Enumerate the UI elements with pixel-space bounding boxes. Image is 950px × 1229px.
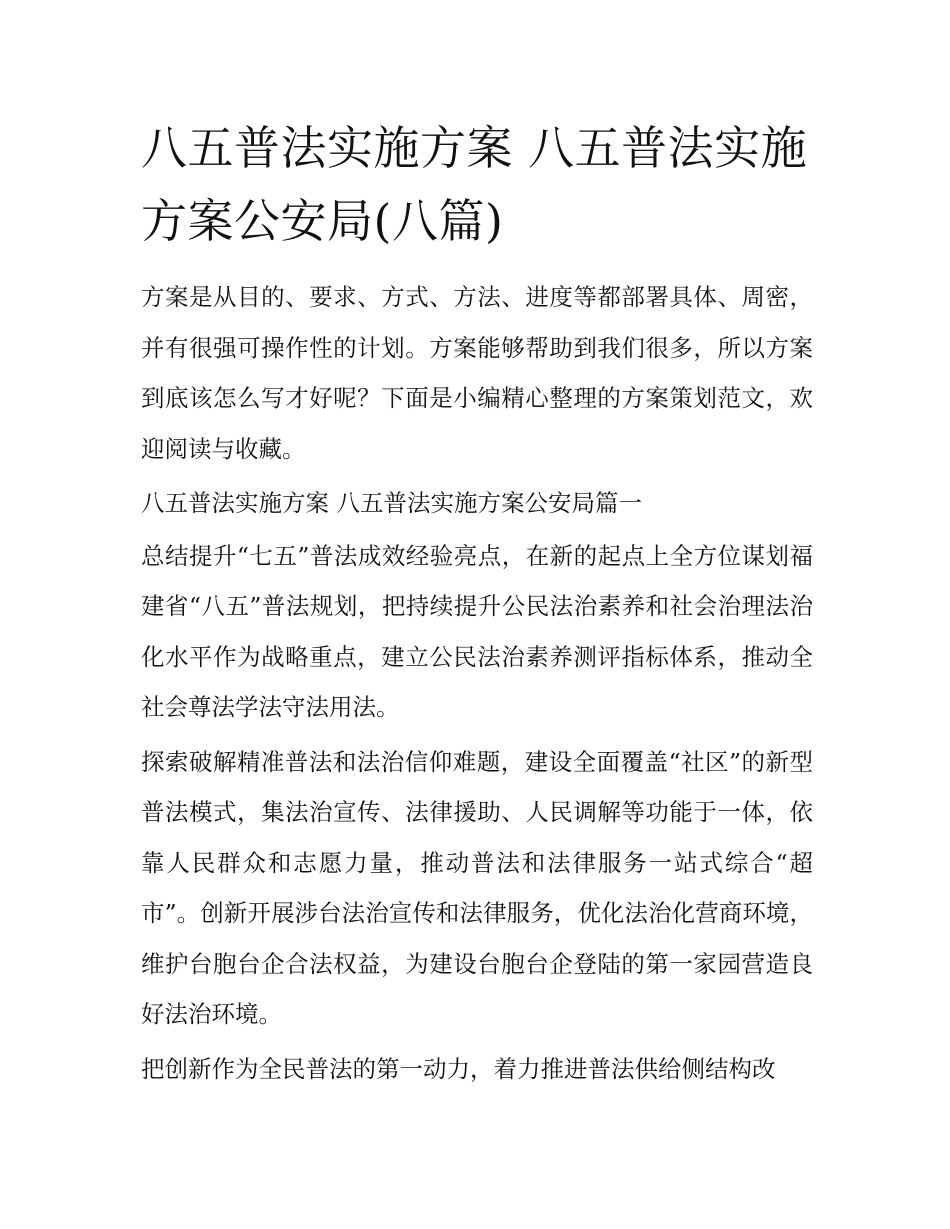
document-title: 八五普法实施方案 八五普法实施方案公安局(八篇) [141, 121, 808, 248]
body-paragraph: 探索破解精准普法和法治信仰难题，建设全面覆盖“社区”的新型普法模式，集法治宣传、法律援助、人民调解等功能于一体，依靠人民群众和志愿力量，推动普法和法律服务一站式综合“超市”。创新开展涉台法治宣传和法律服务，优化法治化营商环境，维护台胞台企合法权益，为建设台胞台企登陆的第一家园营造良好法治环境。 [141, 747, 813, 1028]
body-paragraph: 把创新作为全民普法的第一动力，着力推进普法供给侧结构改 [141, 1054, 776, 1083]
document-body [141, 112, 813, 1098]
intro-paragraph: 方案是从目的、要求、方式、方法、进度等都部署具体、周密，并有很强可操作性的计划。方案能够帮助到我们很多，所以方案到底该怎么写才好呢？下面是小编精心整理的方案策划范文，欢迎阅读与收藏。 [141, 283, 813, 463]
section-heading: 八五普法实施方案 八五普法实施方案公安局篇一 [141, 489, 642, 517]
body-paragraph: 总结提升“七五”普法成效经验亮点，在新的起点上全方位谋划福建省“八五”普法规划，把持续提升公民法治素养和社会治理法治化水平作为战略重点，建立公民法治素养测评指标体系，推动全社会尊法学法守法用法。 [141, 541, 813, 721]
